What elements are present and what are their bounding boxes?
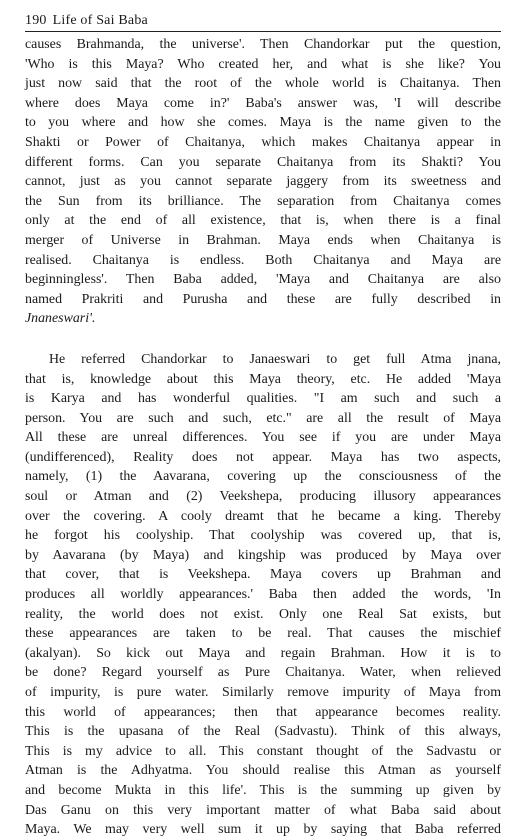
text-line: over the covering. A cooly dreamt that he became a king. Thereby [25,508,501,524]
text-line: and become Mukta in this life'. This is the summing up given by [25,782,501,798]
text-line: Atman is the Adhyatma. You should realise this Atman as yourself [25,763,501,779]
text-line: Maya. We may very well sum it up by saying that Baba referred [25,822,501,838]
page-number: 190 [25,13,47,28]
text-line: by Aavarana (by Maya) and kingship was produced by Maya over [25,547,501,563]
text-line: of impurity, is pure water. Similarly remove impurity of Maya from [25,685,501,700]
text-line: be done? Regard yourself as Pure Chaitanya. Water, when relieved [25,665,501,681]
text-line: soul or Atman and (2) Veekshepa, producing illusory appearances [25,489,501,505]
paragraph-2 [25,350,501,840]
text-line: (undifferenced), Reality does not appear. Maya has two aspects, [25,449,501,465]
text-line: Shakti or Power of Chaitanya, which makes Chaitanya appear in [25,134,501,150]
text-line: This is my advice to all. This constant thought of the Sadvastu or [25,743,501,759]
paragraph-gap [25,329,501,350]
text-line: the Sun from its brilliance. The separation from Chaitanya comes [25,193,501,209]
page [25,12,501,840]
text-line: namely, (1) the Aavarana, covering up the consciousness of the [25,469,501,485]
text-line: reality, the world does not exist. Only one Real Sat exists, but [25,606,501,622]
text-line: he forgot his coolyship. That coolyship was covered up, that is, [25,528,501,544]
text-line: merger of Universe in Brahman. Maya ends when Chaitanya is [25,232,501,248]
text-line: This is the upasana of the Real (Sadvastu). Think of this always, [25,724,501,740]
text-line: (akalyan). So kick out Maya and regain Brahman. How it is to [25,645,501,661]
text-line: these appearances are taken to be real. That causes the mischief [25,626,501,642]
text-line: All these are unreal differences. You see if you are under Maya [25,430,501,446]
text-line: Das Ganu on this very important matter of what Baba said about [25,802,501,818]
book-title: Life of Sai Baba [52,13,148,28]
text-line: that cover, that is Veekshepa. Maya covers up Brahman and [25,567,501,583]
text-line: to you where and how she comes. Maya is the name given to the [25,115,501,131]
text-line: produces all worldly appearances.' Baba then added the words, 'In [25,587,501,603]
text-line: named Prakriti and Purusha and these are fully described in [25,291,501,307]
text-line: just now said that the root of the whole world is Chaitanya. Then [25,76,501,92]
text-line: person. You are such and such, etc." are all the result of Maya [25,410,501,426]
text-line: only at the end of all existence, that is, when there is a final [25,213,501,229]
text-line: beginningless'. Then Baba added, 'Maya and Chaitanya are also [25,272,501,288]
text-line: 'Who is this Maya? Who created her, and what is she like? You [25,56,501,72]
text-line: different forms. Can you separate Chaitanya from its Shakti? You [25,154,501,170]
text-line: realised. Chaitanya is endless. Both Chaitanya and Maya are [25,252,501,268]
text-line: cannot, just as you cannot separate jaggery from its sweetness and [25,174,501,190]
text-line: where does Maya come in?' Baba's answer was, 'I will describe [25,95,501,111]
text-line-italic [25,309,501,329]
text-line: causes Brahmanda, the universe'. Then Chandorkar put the question, [25,37,501,52]
italic-text: Jnaneswari'. [25,311,96,327]
text-line: that is, knowledge about this Maya theory, etc. He added 'Maya [25,371,501,387]
text-line: is Karya and has wonderful qualities. "I am such and such a [25,391,501,407]
text-line: this world of appearances; then that appearance becomes reality. [25,704,501,720]
text-line: He referred Chandorkar to Janaeswari to get full Atma jnana, [49,351,501,367]
paragraph-1 [25,35,501,329]
running-head [25,12,501,32]
